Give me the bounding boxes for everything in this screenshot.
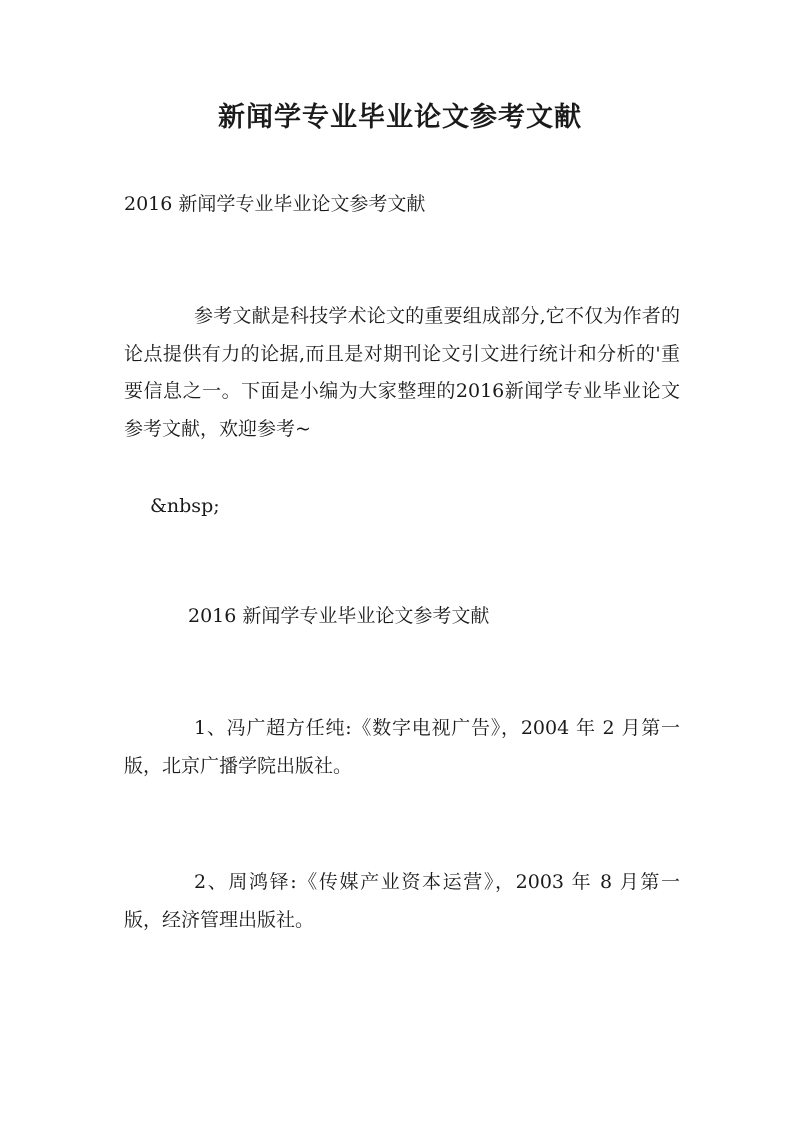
reference-item-2: 2、周鸿铎:《传媒产业资本运营》，2003 年 8 月第一版，经济管理出版社。 xyxy=(124,871,680,931)
document-subtitle: 2016 新闻学专业毕业论文参考文献 xyxy=(124,193,426,215)
nbsp-placeholder-text: &nbsp; xyxy=(150,495,220,517)
reference-item-1: 1、冯广超方任纯:《数字电视广告》，2004 年 2 月第一版，北京广播学院出版社。 xyxy=(124,717,680,777)
intro-paragraph: 参考文献是科技学术论文的重要组成部分,它不仅为作者的论点提供有力的论据,而且是对期刊论文引文进行统计和分析的'重要信息之一。下面是小编为大家整理的2016新闻学专业毕业论文参考文献，欢迎参考~ xyxy=(124,305,680,440)
section-heading: 2016 新闻学专业毕业论文参考文献 xyxy=(188,605,490,627)
document-title: 新闻学专业毕业论文参考文献 xyxy=(218,102,582,133)
